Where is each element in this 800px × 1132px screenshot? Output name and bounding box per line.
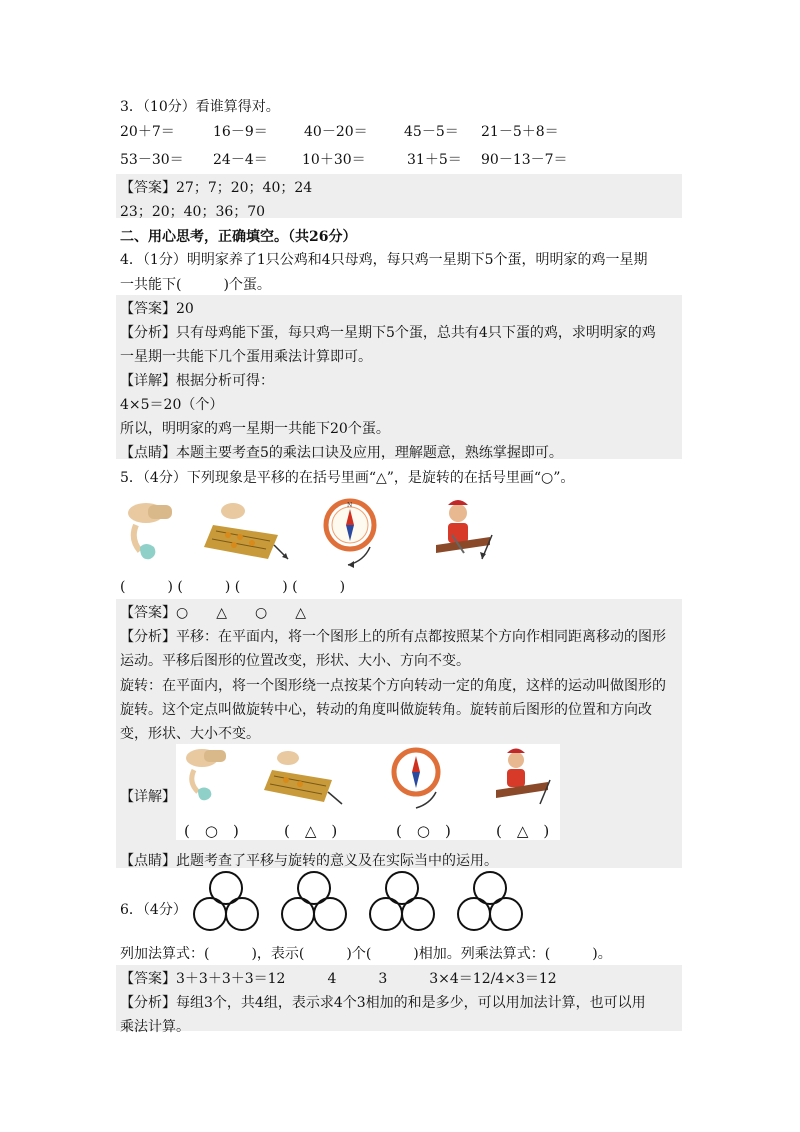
q4-answer: 【答案】20 [120,301,194,317]
q3-stem: 3．（10分）看谁算得对。 [120,99,280,115]
q3-answer: 23；20；40；36；70 [120,204,266,220]
q6-circle-groups [192,868,528,936]
circle-group [458,872,522,930]
q4-detail: 4×5＝20（个） [120,397,224,413]
q3-expr: 31＋5＝ [407,152,462,168]
q5-picture-row [118,495,498,571]
q4-detail: 所以，明明家的鸡一星期一共能下20个蛋。 [120,421,390,437]
q3-expr: 53－30＝ [120,152,184,168]
q5-detail-label: 【详解】 [120,789,176,805]
q4-detail: 【详解】根据分析可得： [120,373,274,389]
q5-detail-mark: ( ○ ) [396,822,451,840]
q3-expr: 90－13－7＝ [481,152,568,168]
q5-analysis: 旋转：在平面内，将一个图形绕一点按某个方向转动一定的角度，这样的运动叫做图形的 [120,678,666,694]
q3-expr: 16－9＝ [213,124,268,140]
q6-analysis: 乘法计算。 [120,1019,190,1035]
q4-comment: 【点睛】本题主要考查5的乘法口诀及应用，理解题意，熟练掌握即可。 [120,445,563,461]
compass-picture [326,501,374,568]
q3-expr: 21－5＋8＝ [481,124,559,140]
svg-text:N: N [347,502,353,509]
q5-detail-mark: ( △ ) [496,822,550,840]
q6-analysis: 【分析】每组3个，共4组，表示求4个3相加的和是多少，可以用加法计算，也可以用 [120,995,646,1011]
q5-analysis: 运动。平移后图形的位置改变，形状、大小、方向不变。 [120,653,470,669]
q5-analysis: 【分析】平移：在平面内，将一个图形上的所有点都按照某个方向作相同距离移动的图形 [120,629,666,645]
q4-analysis: 一星期一共能下几个蛋用乘法计算即可。 [120,349,372,365]
q5-analysis: 旋转。这个定点叫做旋转中心，转动的角度叫做旋转角。旋转前后图形的位置和方向改 [120,702,652,718]
section-title: 二、用心思考，正确填空。（共26分） [120,229,357,245]
abacus-picture [204,503,288,559]
q3-expr: 45－5＝ [404,124,459,140]
q3-expr: 24－4＝ [213,152,268,168]
q5-detail-mark: ( ○ ) [184,822,239,840]
q5-answer: 【答案】○ △ ○ △ [120,605,306,621]
q6-answer: 【答案】3＋3＋3＋3＝12 4 3 3×4＝12/4×3＝12 [120,971,557,987]
q4-analysis: 【分析】只有母鸡能下蛋，每只鸡一星期下5个蛋，总共有4只下蛋的鸡，求明明家的鸡 [120,325,656,341]
q3-expr: 40－20＝ [304,124,368,140]
q5-stem: 5．（4分）下列现象是平移的在括号里画“△”，是旋转的在括号里画“○”。 [120,470,575,486]
circle-group [194,872,258,930]
hand-cup-picture [128,503,172,559]
q3-expr: 10＋30＝ [302,152,366,168]
q4-stem: 一共能下( )个蛋。 [120,277,271,293]
circle-group [370,872,434,930]
q4-stem: 4．（1分）明明家养了1只公鸡和4只母鸡，每只鸡一星期下5个蛋，明明家的鸡一星期 [120,252,648,268]
q5-analysis: 变，形状、大小不变。 [120,726,260,742]
q5-detail-mark: ( △ ) [284,822,338,840]
q3-expr: 20＋7＝ [120,124,175,140]
q5-comment: 【点睛】此题考查了平移与旋转的意义及在实际当中的运用。 [120,853,498,869]
q5-blanks: ( ) ( ) ( ) ( ) [120,579,346,595]
sawing-man-picture [436,500,492,559]
q6-question: 列加法算式：( )，表示( )个( )相加。列乘法算式：( )。 [120,946,612,962]
q3-answer: 【答案】27；7；20；40；24 [120,180,313,196]
circle-group [282,872,346,930]
q6-stem: 6．（4分） [120,902,187,918]
